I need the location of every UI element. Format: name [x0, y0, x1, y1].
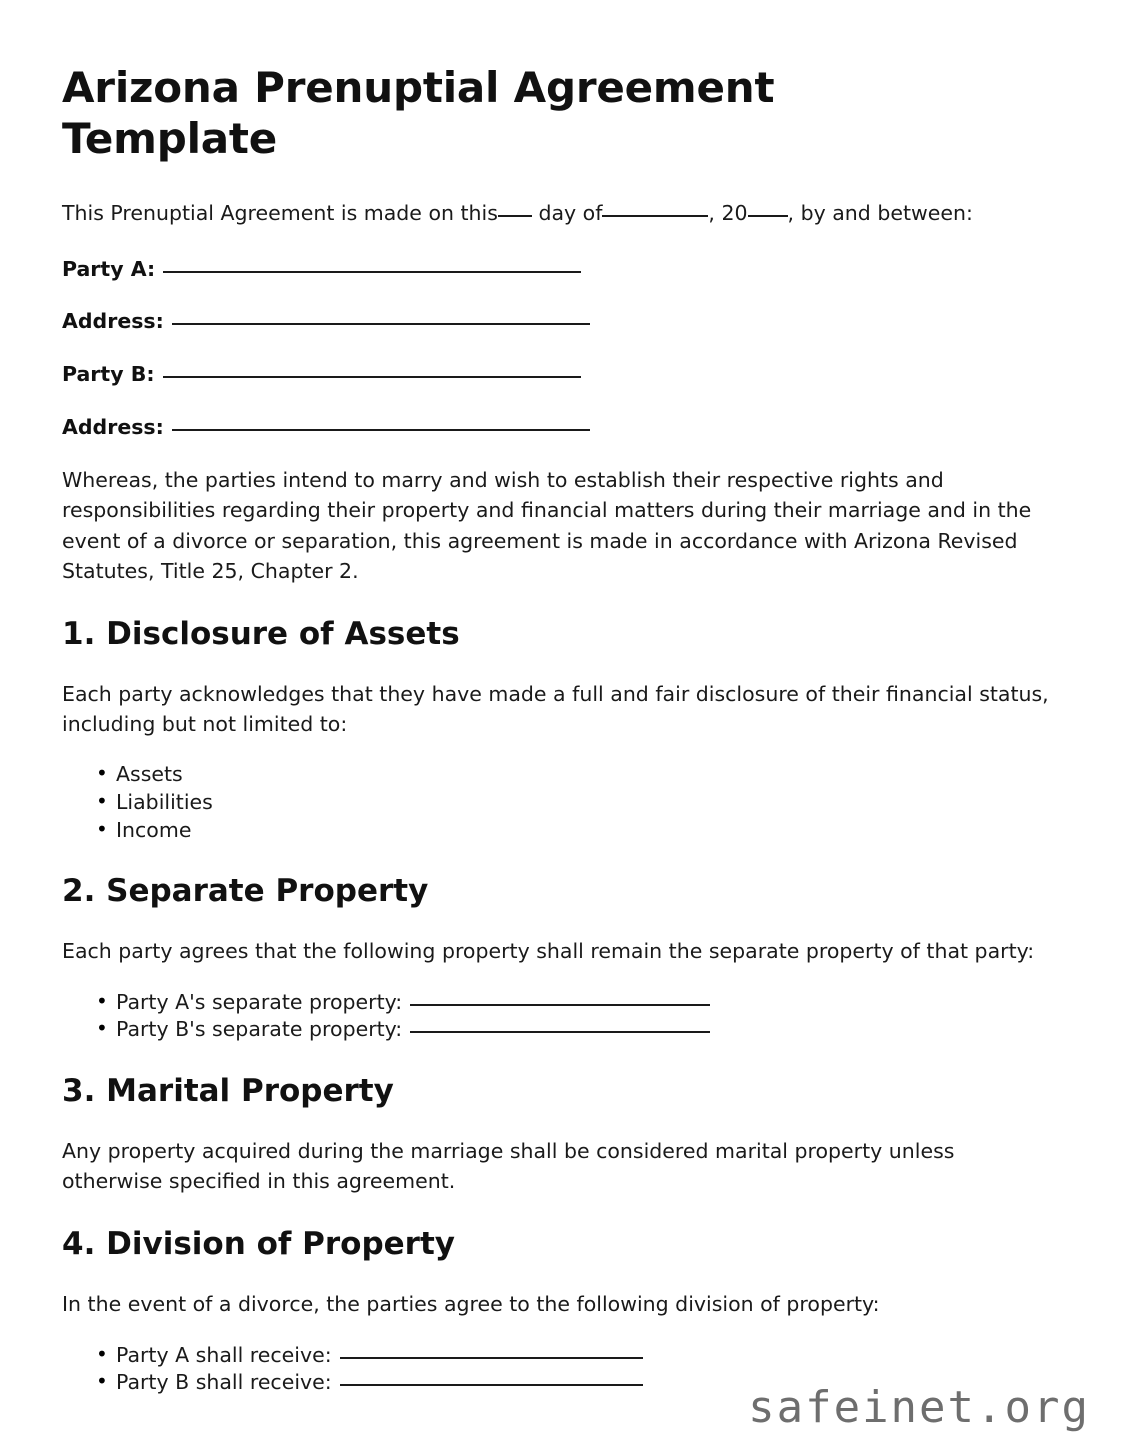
- list-item: [96, 1016, 1058, 1043]
- section-body-3: Any property acquired during the marriage shall be considered marital property unless otherwise specified in this agreement.: [62, 1138, 955, 1194]
- list-item-label: Party A's separate property:: [116, 989, 403, 1014]
- page-title: Arizona Prenuptial Agreement Template: [62, 63, 775, 164]
- section-bullets-2: [62, 989, 1058, 1043]
- section-body-2: Each party agrees that the following property shall remain the separate property of that party:: [62, 939, 1035, 964]
- party-b-receive-blank[interactable]: [340, 1384, 643, 1386]
- field-label-party-b: Party B:: [62, 361, 155, 386]
- field-input-address-a[interactable]: [172, 323, 590, 325]
- intro-text-part-3: , 20: [708, 201, 748, 226]
- field-input-party-b[interactable]: [163, 376, 581, 378]
- section-heading-4: 4. Division of Property: [62, 1226, 455, 1263]
- list-item: [96, 1342, 1058, 1369]
- month-blank[interactable]: [602, 215, 708, 217]
- party-a-receive-blank[interactable]: [340, 1357, 643, 1359]
- day-blank[interactable]: [498, 215, 532, 217]
- field-input-address-b[interactable]: [172, 429, 590, 431]
- site-watermark: safeinet.org: [748, 1382, 1090, 1433]
- intro-text-part-2: day of: [538, 201, 603, 226]
- intro-paragraph: [62, 198, 1058, 228]
- year-blank[interactable]: [748, 215, 788, 217]
- field-label-party-a: Party A:: [62, 256, 156, 281]
- section-body-1: Each party acknowledges that they have made a full and fair disclosure of their financial status, including but not limited to:: [62, 682, 1049, 737]
- field-label-address-b: Address:: [62, 414, 164, 439]
- field-party-a: [62, 255, 1058, 284]
- intro-text-part-1: This Prenuptial Agreement is made on this: [62, 201, 498, 226]
- list-item: [96, 989, 1058, 1016]
- list-item: • Assets: [96, 761, 1058, 788]
- list-item-label: Party B shall receive:: [116, 1370, 332, 1395]
- section-body-4: In the event of a divorce, the parties agree to the following division of property:: [62, 1292, 880, 1317]
- intro-text-part-4: , by and between:: [787, 201, 973, 226]
- field-address-a: [62, 307, 1058, 336]
- field-label-address-a: Address:: [62, 309, 164, 334]
- field-party-b: [62, 360, 1058, 389]
- list-item-label: Party A shall receive:: [116, 1342, 332, 1367]
- whereas-paragraph: Whereas, the parties intend to marry and wish to establish their respective rights and responsibilities regarding their property and financial matters during their marriage and in the event of a divorce or separation, this agreement is made in accordance with Arizona Revised Statutes, Title 25, Chapter 2.: [62, 468, 1032, 583]
- section-heading-2: 2. Separate Property: [62, 873, 429, 910]
- section-heading-3: 3. Marital Property: [62, 1072, 394, 1109]
- field-input-party-a[interactable]: [163, 271, 581, 273]
- list-item: • Income: [96, 817, 1058, 844]
- section-bullets-1: [62, 761, 1058, 843]
- list-item-label: Party B's separate property:: [116, 1017, 403, 1042]
- party-b-separate-property-blank[interactable]: [410, 1031, 710, 1033]
- section-heading-1: 1. Disclosure of Assets: [62, 615, 460, 652]
- list-item: • Liabilities: [96, 789, 1058, 816]
- party-a-separate-property-blank[interactable]: [410, 1004, 710, 1006]
- field-address-b: [62, 413, 1058, 442]
